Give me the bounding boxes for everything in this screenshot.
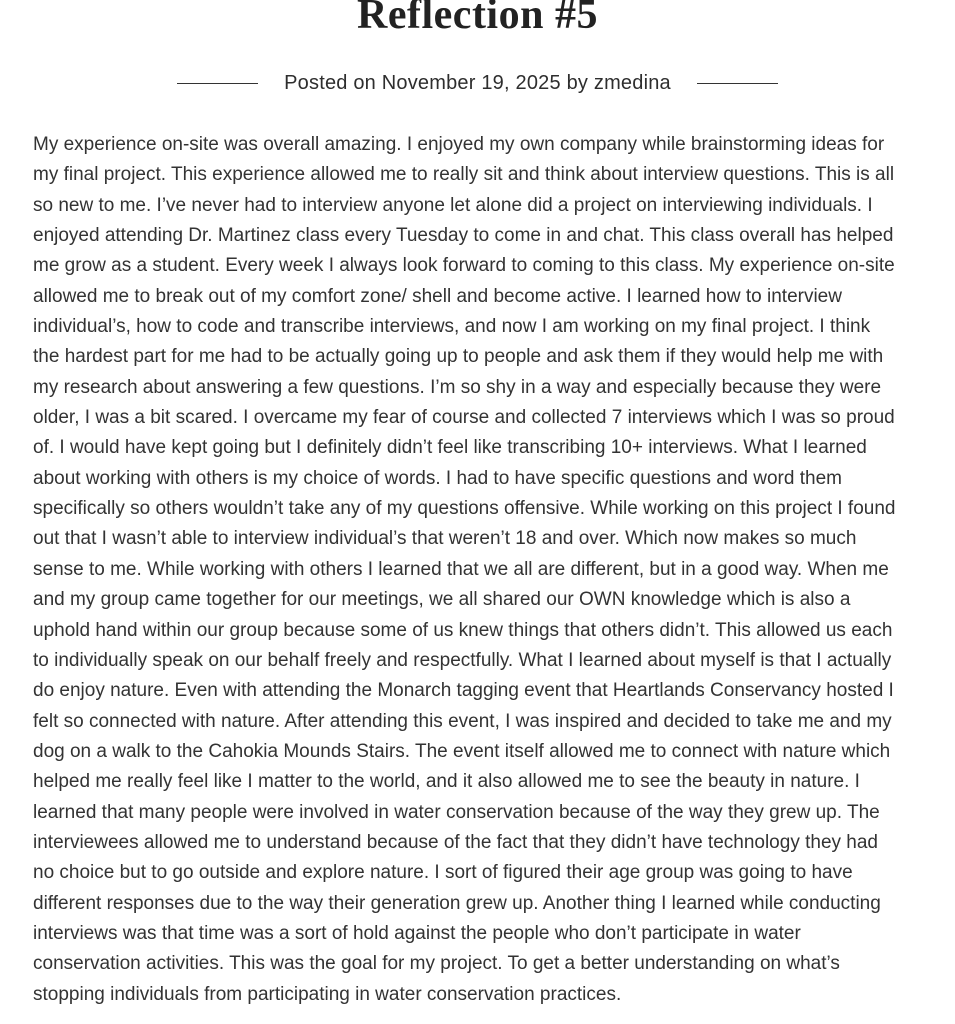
body-line: and my group came together for our meetings, we all shared our OWN knowledge which is also a — [33, 589, 851, 611]
body-line: my final project. This experience allowed me to really sit and think about interview questions. This is all — [33, 164, 895, 186]
post-byline — [0, 72, 955, 95]
body-line: felt so connected with nature. After attending this event, I was inspired and decided to take me and my — [33, 710, 892, 732]
body-line: to individually speak on our behalf freely and respectfully. What I learned about myself is that I actually — [33, 649, 892, 671]
body-line: interviews was that time was a sort of hold against the people who don’t participate in water — [33, 922, 801, 944]
body-line: about working with others is my choice of words. I had to have specific questions and word them — [33, 467, 842, 489]
post-title: Reflection #5 — [357, 0, 598, 38]
post-date: November 19, 2025 — [381, 72, 561, 94]
body-line: so new to me. I’ve never had to interview anyone let alone did a project on interviewing individuals. I — [33, 194, 873, 216]
body-line: sense to me. While working with others I learned that we all are different, but in a good way. When me — [33, 558, 889, 580]
body-line: out that I wasn’t able to interview individual’s that weren’t 18 and over. Which now makes so much — [33, 528, 857, 550]
body-line: no choice but to go outside and explore nature. I sort of figured their age group was going to have — [33, 862, 853, 884]
body-line: stopping individuals from participating in water conservation practices. — [33, 983, 622, 1005]
byline-right-rule — [697, 83, 778, 85]
post-body — [0, 130, 955, 1010]
body-line: the hardest part for me had to be actually going up to people and ask them if they would help me with — [33, 346, 884, 368]
body-line: individual’s, how to code and transcribe interviews, and now I am working on my final project. I think — [33, 316, 871, 338]
body-line: helped me really feel like I matter to the world, and it also allowed me to see the beauty in nature. I — [33, 771, 860, 793]
byline-connector: by — [560, 72, 594, 94]
body-line: my research about answering a few questions. I’m so shy in a way and especially because they were — [33, 376, 882, 398]
body-line: interviewees allowed me to understand because of the fact that they didn’t have technology they had — [33, 831, 878, 853]
body-line: specifically so others wouldn’t take any of my questions offensive. While working on this project I found — [33, 498, 896, 520]
body-line: learned that many people were involved in water conservation because of the way they grew up. The — [33, 801, 880, 823]
body-line: uphold hand within our group because some of us knew things that others didn’t. This allowed us each — [33, 619, 893, 641]
body-line: My experience on-site was overall amazing. I enjoyed my own company while brainstorming ideas for — [33, 134, 885, 155]
body-line: conservation activities. This was the goal for my project. To get a better understanding on what’s — [33, 953, 840, 975]
body-line: enjoyed attending Dr. Martinez class every Tuesday to come in and chat. This class overall has helped — [33, 225, 894, 247]
byline-text — [284, 72, 671, 95]
body-line: of. I would have kept going but I definitely didn’t feel like transcribing 10+ interviews. What I learned — [33, 437, 867, 459]
body-line: dog on a walk to the Cahokia Mounds Stairs. The event itself allowed me to connect with nature which — [33, 740, 891, 762]
body-line: me grow as a student. Every week I always look forward to coming to this class. My experience on-site — [33, 255, 895, 277]
body-line: allowed me to break out of my comfort zone/ shell and become active. I learned how to interview — [33, 285, 842, 307]
body-line: different responses due to the way their generation grew up. Another thing I learned while conducting — [33, 892, 881, 914]
body-line: older, I was a bit scared. I overcame my fear of course and collected 7 interviews which I was so proud — [33, 407, 895, 429]
byline-prefix: Posted on — [284, 72, 382, 94]
body-line: do enjoy nature. Even with attending the Monarch tagging event that Heartlands Conservancy hosted I — [33, 680, 894, 702]
post-author-link[interactable]: zmedina — [593, 72, 671, 94]
byline-left-rule — [177, 83, 258, 85]
